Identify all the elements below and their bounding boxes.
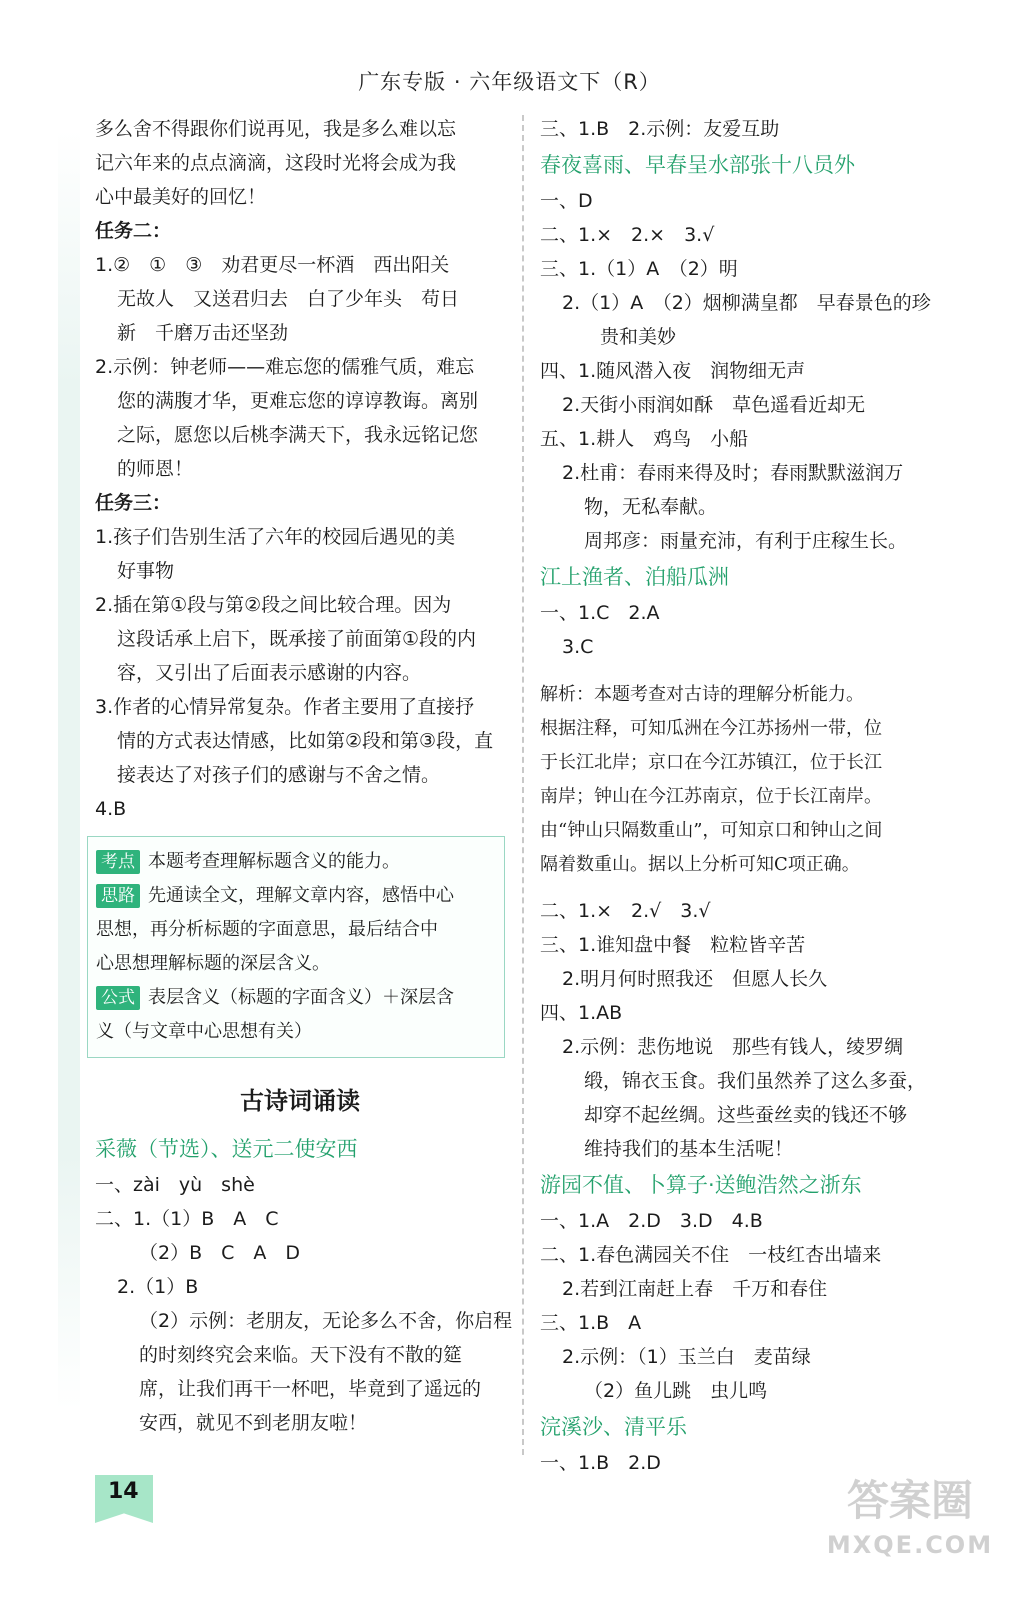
text-line: （2）B C A D bbox=[139, 1242, 301, 1264]
text-line: 2.示例：钟老师——难忘您的儒雅气质，难忘 bbox=[95, 356, 475, 378]
text-line: 3.作者的心情异常复杂。作者主要用了直接抒 bbox=[95, 696, 475, 718]
text-line: 三、1.B A bbox=[540, 1312, 642, 1334]
text-line: 无故人 又送君归去 白了少年头 苟日 bbox=[117, 288, 460, 310]
text-line: 根据注释，可知瓜洲在今江苏扬州一带，位 bbox=[540, 718, 882, 739]
text-line: 2.示例：（1）玉兰白 麦苗绿 bbox=[562, 1346, 811, 1368]
tip-text: 思想，再分析标题的字面意思，最后结合中 bbox=[96, 919, 438, 940]
silu-tag: 思路 bbox=[96, 884, 140, 908]
page-number: 14 bbox=[108, 1479, 139, 1504]
text-line: 席，让我们再干一杯吧，毕竟到了遥远的 bbox=[139, 1378, 482, 1400]
poem-title: 采薇（节选）、送元二使安西 bbox=[95, 1137, 358, 1161]
tip-text: 心思想理解标题的深层含义。 bbox=[96, 953, 330, 974]
text-line: 这段话承上启下，既承接了前面第①段的内 bbox=[117, 628, 477, 650]
text-line: 3.C bbox=[562, 636, 594, 658]
text-line: 接表达了对孩子们的感谢与不舍之情。 bbox=[117, 764, 441, 786]
text-line: 心中最美好的回忆！ bbox=[95, 186, 267, 208]
analysis-block bbox=[540, 678, 960, 882]
tip-text: 表层含义（标题的字面含义）＋深层含 bbox=[148, 987, 454, 1008]
text-line: 新 千磨万击还坚劲 bbox=[117, 322, 289, 344]
poem-title: 浣溪沙、清平乐 bbox=[540, 1415, 687, 1439]
poem-title: 游园不值、卜算子·送鲍浩然之浙东 bbox=[540, 1173, 862, 1197]
text-line: 2.（1）B bbox=[117, 1276, 199, 1298]
tip-text: 义（与文章中心思想有关） bbox=[96, 1021, 312, 1042]
text-line: 2.杜甫：春雨来得及时；春雨默默滋润万 bbox=[562, 462, 904, 484]
text-line: 一、zài yù shè bbox=[95, 1174, 255, 1196]
text-line: 安西，就见不到老朋友啦！ bbox=[139, 1412, 368, 1434]
text-line: 三、1.B 2.示例：友爱互助 bbox=[540, 118, 780, 140]
page-header: 广东专版 · 六年级语文下（R） bbox=[358, 70, 661, 94]
text-line: 四、1.AB bbox=[540, 1002, 623, 1024]
gongshi-tag: 公式 bbox=[96, 986, 140, 1010]
task2-heading: 任务二： bbox=[95, 220, 172, 242]
text-line: 一、1.B 2.D bbox=[540, 1452, 661, 1474]
text-line: 五、1.耕人 鸡鸟 小船 bbox=[540, 428, 749, 450]
text-line: 二、1.× 2.√ 3.√ bbox=[540, 900, 711, 922]
kaodian-tag: 考点 bbox=[96, 850, 140, 874]
text-line: 情的方式表达情感，比如第②段和第③段，直 bbox=[117, 730, 494, 752]
text-line: 您的满腹才华，更难忘您的谆谆教诲。离别 bbox=[117, 390, 479, 412]
text-line: 的时刻终究会来临。天下没有不散的筵 bbox=[139, 1344, 463, 1366]
text-line: 周邦彦：雨量充沛，有利于庄稼生长。 bbox=[584, 530, 908, 552]
text-line: 多么舍不得跟你们说再见，我是多么难以忘 bbox=[95, 118, 457, 140]
text-line: 二、1.（1）B A C bbox=[95, 1208, 279, 1230]
text-line: 却穿不起丝绸。这些蚕丝卖的钱还不够 bbox=[584, 1104, 908, 1126]
watermark-logo: 答案圈 bbox=[846, 1476, 973, 1525]
watermark bbox=[820, 1475, 1000, 1585]
tip-text: 先通读全文，理解文章内容，感悟中心 bbox=[148, 885, 454, 906]
text-line: 的师恩！ bbox=[117, 458, 194, 480]
text-line: 之际，愿您以后桃李满天下，我永远铭记您 bbox=[117, 424, 479, 446]
text-line: 一、1.C 2.A bbox=[540, 602, 660, 624]
text-line: 解析：本题考查对古诗的理解分析能力。 bbox=[540, 684, 864, 705]
text-line: 好事物 bbox=[117, 560, 175, 582]
text-line: 一、D bbox=[540, 190, 593, 212]
text-line: 2.（1）A （2）烟柳满皇都 早春景色的珍 bbox=[562, 292, 931, 314]
text-line: 由“钟山只隔数重山”，可知京口和钟山之间 bbox=[540, 820, 883, 841]
watermark-url: MXQE.COM bbox=[826, 1531, 994, 1559]
text-line: 于长江北岸；京口在今江苏镇江，位于长江 bbox=[540, 752, 882, 773]
text-line: 2.示例：悲伤地说 那些有钱人，绫罗绸 bbox=[562, 1036, 904, 1058]
left-column bbox=[95, 112, 513, 1440]
text-line: 1.孩子们告别生活了六年的校园后遇见的美 bbox=[95, 526, 456, 548]
tips-box bbox=[87, 836, 505, 1058]
text-line: 三、1.（1）A （2）明 bbox=[540, 258, 738, 280]
right-column bbox=[540, 112, 960, 1480]
text-line: 三、1.谁知盘中餐 粒粒皆辛苦 bbox=[540, 934, 806, 956]
section-title: 古诗词诵读 bbox=[240, 1087, 360, 1115]
text-line: 维持我们的基本生活呢！ bbox=[584, 1138, 794, 1160]
text-line: 2.明月何时照我还 但愿人长久 bbox=[562, 968, 828, 990]
text-line: 4.B bbox=[95, 798, 127, 820]
text-line: （2）示例：老朋友，无论多么不舍，你启程 bbox=[139, 1310, 513, 1332]
column-divider bbox=[522, 115, 524, 1455]
side-decoration-strip bbox=[58, 130, 80, 1410]
poem-title: 春夜喜雨、早春呈水部张十八员外 bbox=[540, 153, 855, 177]
text-line: 二、1.× 2.× 3.√ bbox=[540, 224, 715, 246]
text-line: （2）鱼儿跳 虫儿鸣 bbox=[584, 1380, 768, 1402]
poem-title: 江上渔者、泊船瓜洲 bbox=[540, 565, 729, 589]
text-line: 容，又引出了后面表示感谢的内容。 bbox=[117, 662, 422, 684]
text-line: 隔着数重山。据以上分析可知C项正确。 bbox=[540, 854, 860, 875]
text-line: 一、1.A 2.D 3.D 4.B bbox=[540, 1210, 763, 1232]
text-line: 南岸；钟山在今江苏南京，位于长江南岸。 bbox=[540, 786, 882, 807]
text-line: 2.天街小雨润如酥 草色遥看近却无 bbox=[562, 394, 866, 416]
text-line: 2.插在第①段与第②段之间比较合理。因为 bbox=[95, 594, 452, 616]
tip-text: 本题考查理解标题含义的能力。 bbox=[148, 851, 400, 872]
task3-heading: 任务三： bbox=[95, 492, 172, 514]
text-line: 物，无私奉献。 bbox=[584, 496, 718, 518]
text-line: 2.若到江南赶上春 千万和春住 bbox=[562, 1278, 828, 1300]
text-line: 缎，锦衣玉食。我们虽然养了这么多蚕， bbox=[584, 1070, 927, 1092]
text-line: 记六年来的点点滴滴，这段时光将会成为我 bbox=[95, 152, 457, 174]
text-line: 四、1.随风潜入夜 润物细无声 bbox=[540, 360, 806, 382]
text-line: 贵和美妙 bbox=[600, 326, 677, 348]
text-line: 1.② ① ③ 劝君更尽一杯酒 西出阳关 bbox=[95, 254, 450, 276]
text-line: 二、1.春色满园关不住 一枝红杏出墙来 bbox=[540, 1244, 882, 1266]
